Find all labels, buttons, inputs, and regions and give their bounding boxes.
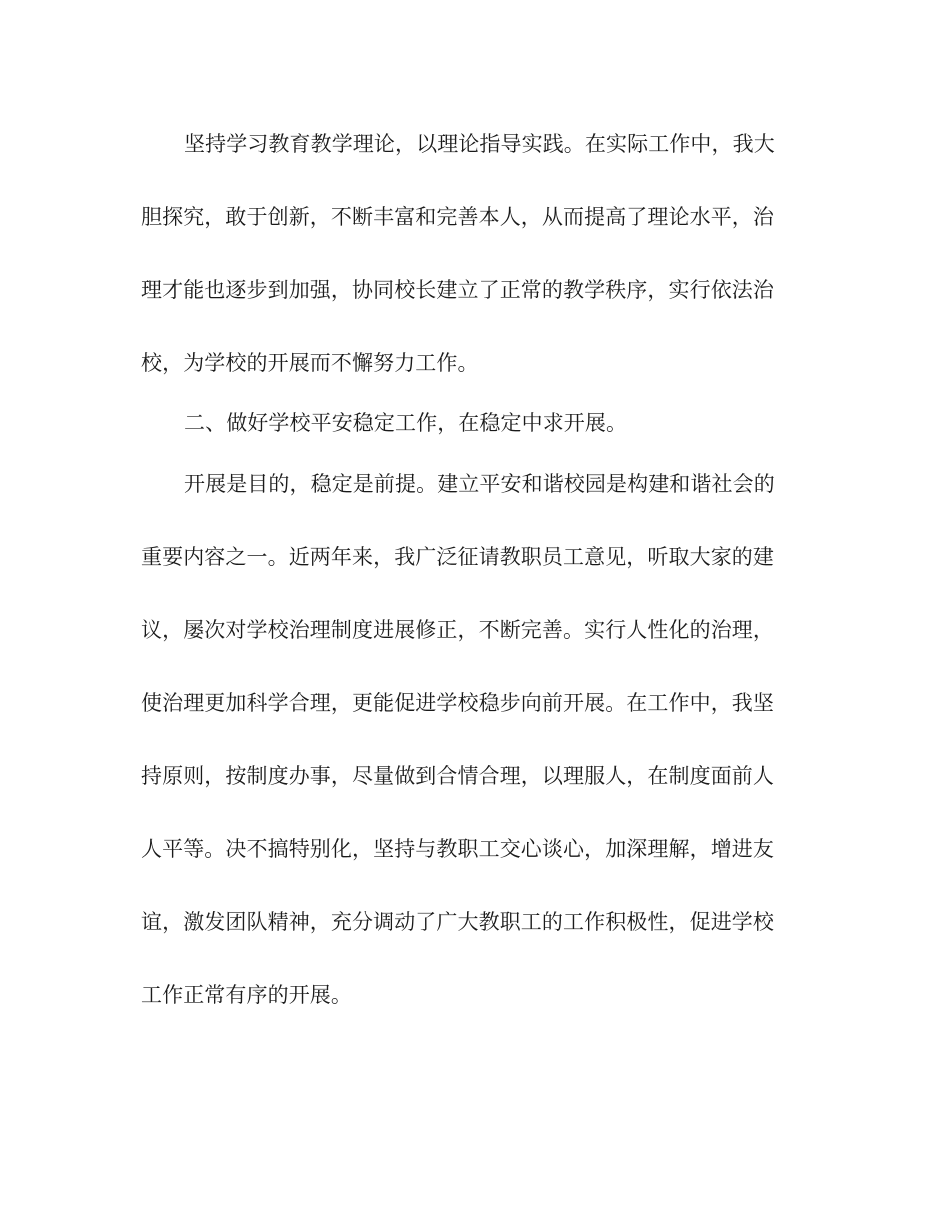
paragraph-1-line-1: 坚持学习教育教学理论，以理论指导实践。在实际工作中，我大 <box>184 132 775 156</box>
paragraph-2-line-2: 重要内容之一。近两年来，我广泛征请教职员工意见，听取大家的建 <box>141 545 774 569</box>
paragraph-2-line-4: 使治理更加科学合理，更能促进学校稳步向前开展。在工作中，我坚 <box>141 691 774 715</box>
paragraph-1-line-3: 理才能也逐步到加强，协同校长建立了正常的教学秩序，实行依法治 <box>141 278 774 302</box>
paragraph-2-line-8: 工作正常有序的开展。 <box>141 983 352 1007</box>
paragraph-1-line-4: 校，为学校的开展而不懈努力工作。 <box>141 351 479 375</box>
section-heading-2: 二、做好学校平安稳定工作，在稳定中求开展。 <box>184 411 628 435</box>
paragraph-2-line-1: 开展是目的，稳定是前提。建立平安和谐校园是构建和谐社会的 <box>184 472 775 496</box>
paragraph-2-line-6: 人平等。决不搞特别化，坚持与教职工交心谈心，加深理解，增进友 <box>141 837 774 861</box>
paragraph-2-line-5: 持原则，按制度办事，尽量做到合情合理，以理服人，在制度面前人 <box>141 764 774 788</box>
paragraph-1-line-2: 胆探究，敢于创新，不断丰富和完善本人，从而提高了理论水平，治 <box>141 205 774 229</box>
paragraph-2-line-7: 谊，激发团队精神，充分调动了广大教职工的工作积极性，促进学校 <box>141 910 774 934</box>
paragraph-2-line-3: 议，屡次对学校治理制度进展修正，不断完善。实行人性化的治理， <box>141 618 774 642</box>
